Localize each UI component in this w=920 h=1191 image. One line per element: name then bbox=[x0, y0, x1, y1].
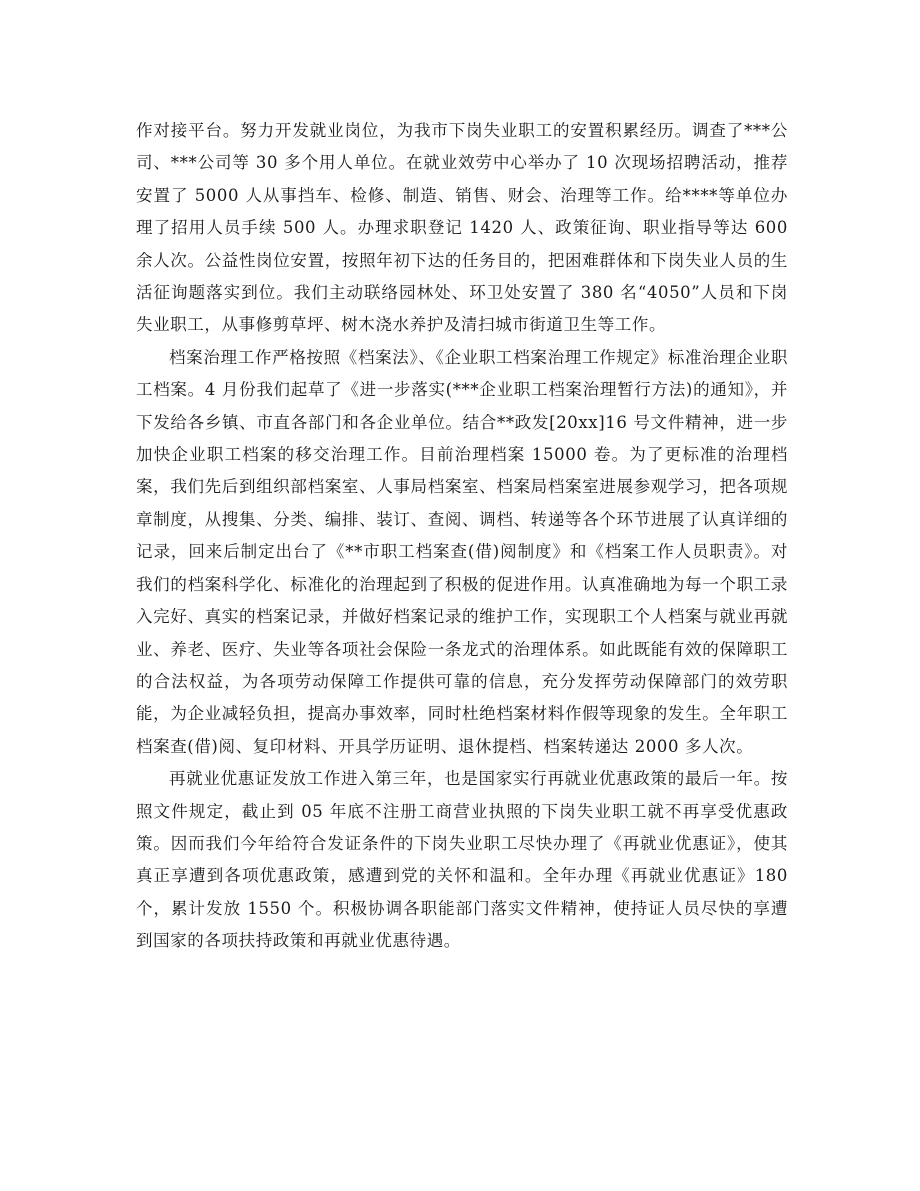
paragraph-continuation: 作对接平台。努力开发就业岗位，为我市下岗失业职工的安置积累经历。调查了***公司、***公司等 30 多个用人单位。在就业效劳中心举办了 10 次现场招聘活动，推荐安置了 5000 人从事挡车、检修、制造、销售、财会、治理等工作。给****等单位办理了招用人员手续 500 人。办理求职登记 1420 人、政策征询、职业指导等达 600 余人次。公益性岗位安置，按照年初下达的任务目的，把困难群体和下岗失业人员的生活征询题落实到位。我们主动联络园林处、环卫处安置了 380 名“4050”人员和下岗失业职工，从事修剪草坪、树木浇水养护及清扫城市街道卫生等工作。 bbox=[136, 121, 788, 335]
paragraph-reemployment-certificate: 再就业优惠证发放工作进入第三年，也是国家实行再就业优惠政策的最后一年。按照文件规定，截止到 05 年底不注册工商营业执照的下岗失业职工就不再享受优惠政策。因而我们今年给符合发证条件的下岗失业职工尽快办理了《再就业优惠证》，使其真正享遭到各项优惠政策，感遭到党的关怀和温和。全年办理《再就业优惠证》180 个，累计发放 1550 个。积极协调各职能部门落实文件精神，使持证人员尽快的享遭到国家的各项扶持政策和再就业优惠待遇。 bbox=[136, 769, 788, 951]
body-text bbox=[136, 115, 788, 958]
paragraph-archive-management: 档案治理工作严格按照《档案法》、《企业职工档案治理工作规定》标准治理企业职工档案。4 月份我们起草了《进一步落实(***企业职工档案治理暂行方法)的通知》，并下发给各乡镇、市直各部门和各企业单位。结合**政发[20xx]16 号文件精神，进一步加快企业职工档案的移交治理工作。目前治理档案 15000 卷。为了更标准的治理档案，我们先后到组织部档案室、人事局档案室、档案局档案室进展参观学习，把各项规章制度，从搜集、分类、编排、装订、查阅、调档、转递等各个环节进展了认真详细的记录，回来后制定出台了《**市职工档案查(借)阅制度》和《档案工作人员职责》。对我们的档案科学化、标准化的治理起到了积极的促进作用。认真准确地为每一个职工录入完好、真实的档案记录，并做好档案记录的维护工作，实现职工个人档案与就业再就业、养老、医疗、失业等各项社会保险一条龙式的治理体系。如此既能有效的保障职工的合法权益，为各项劳动保障工作提供可靠的信息，充分发挥劳动保障部门的效劳职能，为企业减轻负担，提高办事效率，同时杜绝档案材料作假等现象的发生。全年职工档案查(借)阅、复印材料、开具学历证明、退休提档、档案转递达 2000 多人次。 bbox=[136, 347, 788, 756]
